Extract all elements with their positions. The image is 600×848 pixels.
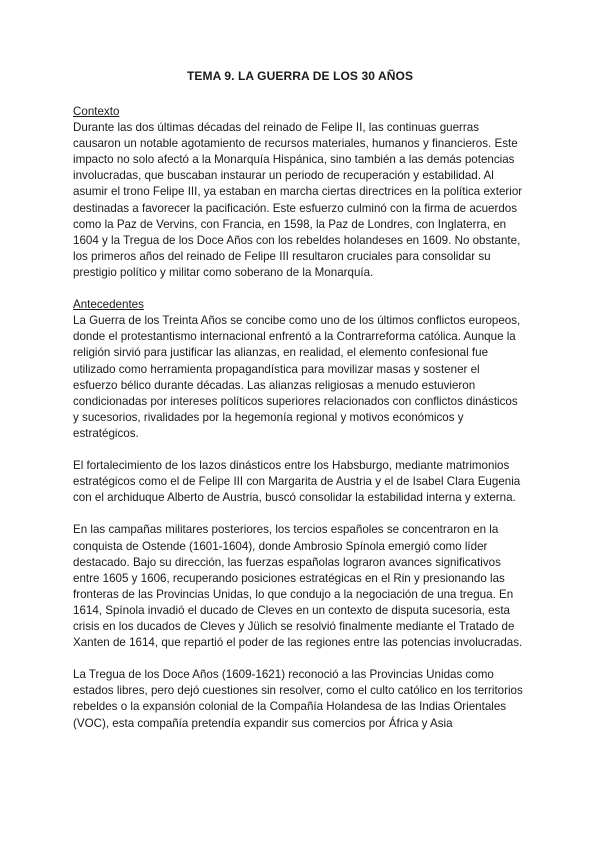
- section-heading: Antecedentes: [73, 298, 144, 312]
- section-antecedentes: [73, 297, 525, 732]
- paragraph: La Tregua de los Doce Años (1609-1621) reconoció a las Provincias Unidas como estados libres, pero dejó cuestiones sin resolver, como el culto católico en los territorios rebeldes o la expansión colonial de la Compañía Holandesa de las Indias Orientales (VOC), esta compañía pretendía expandir sus comercios por África y Asia: [73, 668, 523, 730]
- section-contexto: [73, 104, 525, 281]
- paragraph: En las campañas militares posteriores, los tercios españoles se concentraron en la conquista de Ostende (1601-1604), donde Ambrosio Spínola emergió como líder destacado. Bajo su dirección, las fuerzas españolas lograron avances significativos entre 1605 y 1606, recuperando posiciones estratégicas en el Rin y presionando las fronteras de las Provincias Unidas, lo que condujo a la negociación de una tregua. En 1614, Spínola invadió el ducado de Cleves en un contexto de disputa sucesoria, esta crisis en los ducados de Cleves y Jülich se resolvió finalmente mediante el Tratado de Xanten de 1614, que repartió el poder de las regiones entre las potencias involucradas.: [73, 523, 523, 650]
- document-body: [73, 104, 525, 732]
- paragraph: La Guerra de los Treinta Años se concibe como uno de los últimos conflictos europeos, donde el protestantismo internacional enfrentó a la Contrarreforma católica. Aunque la religión sirvió para justificar las alianzas, en realidad, el elemento confesional fue utilizado como herramienta propagandística para movilizar masas y sostener el esfuerzo bélico durante décadas. Las alianzas religiosas a menudo estuvieron condicionadas por intereses políticos superiores relacionados con conflictos dinásticos y sucesorios, rivalidades por la hegemonía regional y motivos económicos y estratégicos.: [73, 314, 521, 440]
- paragraph: Durante las dos últimas décadas del reinado de Felipe II, las continuas guerras causaron un notable agotamiento de recursos materiales, humanos y financieros. Este impacto no solo afectó a la Monarquía Hispánica, sino también a las demás potencias involucradas, que buscaban instaurar un periodo de recuperación y estabilidad. Al asumir el trono Felipe III, ya estaban en marcha ciertas directrices en la política exterior destinadas a favorecer la pacificación. Este esfuerzo culminó con la firma de acuerdos como la Paz de Vervins, con Francia, en 1598, la Paz de Londres, con Inglaterra, en 1604 y la Tregua de los Doce Años con los rebeldes holandeses en 1609. No obstante, los primeros años del reinado de Felipe III resultaron cruciales para consolidar su prestigio político y militar como soberano de la Monarquía.: [73, 121, 523, 279]
- paragraph: El fortalecimiento de los lazos dinásticos entre los Habsburgo, mediante matrimonios estratégicos como el de Felipe III con Margarita de Austria y el de Isabel Clara Eugenia con el archiduque Alberto de Austria, buscó consolidar la estabilidad interna y externa.: [73, 459, 521, 505]
- section-heading: Contexto: [73, 105, 120, 118]
- document-title: TEMA 9. LA GUERRA DE LOS 30 AÑOS: [186, 69, 414, 83]
